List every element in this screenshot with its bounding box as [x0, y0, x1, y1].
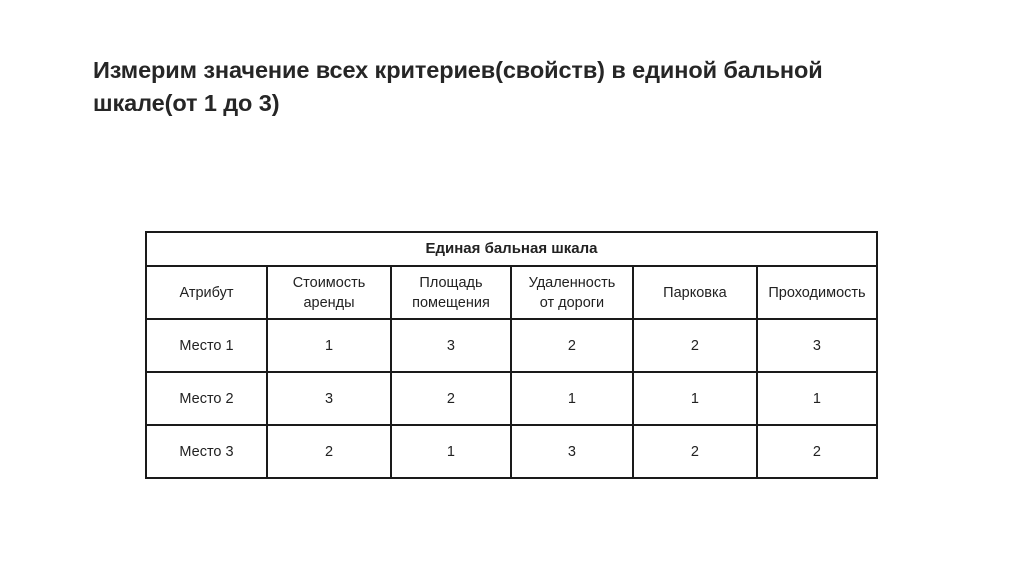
- cell-traffic: 2: [757, 425, 877, 478]
- header-area-line1: Площадь: [419, 274, 483, 291]
- cell-parking: 1: [633, 372, 757, 425]
- cell-area: 3: [391, 319, 511, 372]
- cell-traffic: 1: [757, 372, 877, 425]
- table-row: [146, 372, 877, 425]
- header-area: [391, 266, 511, 319]
- cell-place: Место 2: [146, 372, 267, 425]
- table-caption: Единая бальная шкала: [146, 232, 877, 266]
- header-rent-line1: Стоимость: [292, 274, 366, 291]
- table-caption-row: [146, 232, 877, 266]
- cell-distance: 3: [511, 425, 633, 478]
- table-row: [146, 425, 877, 478]
- header-attribute: Атрибут: [146, 266, 267, 319]
- unified-scale-table: [145, 231, 878, 479]
- cell-parking: 2: [633, 319, 757, 372]
- slide-title: Измерим значение всех критериев(свойств) в единой бальной шкале(от 1 до 3): [93, 57, 823, 116]
- header-rent-cost: [267, 266, 391, 319]
- cell-traffic: 3: [757, 319, 877, 372]
- header-distance-line1: Удаленность: [528, 274, 616, 291]
- header-rent-line2: аренды: [303, 294, 355, 311]
- header-distance-line2: от дороги: [539, 294, 605, 311]
- cell-distance: 2: [511, 319, 633, 372]
- header-distance: [511, 266, 633, 319]
- cell-distance: 1: [511, 372, 633, 425]
- header-parking: Парковка: [633, 266, 757, 319]
- cell-parking: 2: [633, 425, 757, 478]
- cell-place: Место 3: [146, 425, 267, 478]
- table-header-row: [146, 266, 877, 319]
- cell-place: Место 1: [146, 319, 267, 372]
- cell-rent: 2: [267, 425, 391, 478]
- cell-rent: 1: [267, 319, 391, 372]
- cell-rent: 3: [267, 372, 391, 425]
- cell-area: 1: [391, 425, 511, 478]
- scale-table-container: [145, 231, 878, 479]
- header-area-line2: помещения: [412, 294, 490, 311]
- table-row: [146, 319, 877, 372]
- header-traffic: Проходимость: [757, 266, 877, 319]
- cell-area: 2: [391, 372, 511, 425]
